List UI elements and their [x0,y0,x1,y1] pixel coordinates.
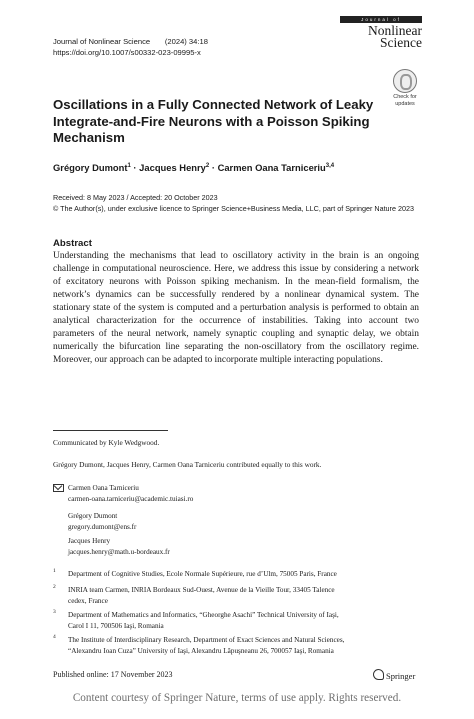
doi-link[interactable]: https://doi.org/10.1007/s00332-023-09995-x [53,48,201,57]
journal-header [53,36,208,58]
footnote-divider [53,430,168,431]
author-name[interactable]: Grégory Dumont [53,162,128,173]
author-separator: · [130,162,140,173]
logo-top-bar: Journal of [340,16,422,23]
affiliation-text [68,635,408,656]
equal-contribution: Grégory Dumont, Jacques Henry, Carmen Oana Tarniceriu contributed equally to this work. [53,460,322,469]
contact-email[interactable]: carmen-oana.tarniceriu@academic.tuiasi.ro [68,494,194,503]
check-for-updates-icon [393,69,417,93]
journal-volume: (2024) 34:18 [164,37,208,46]
author-affil-sup: 1 [127,162,131,169]
contact-entry [68,536,170,557]
check-updates-label1: Check for [393,94,417,100]
affiliation-line: “Alexandru Ioan Cuza” University of Iaşi, Alexandru Lăpuşneanu 26, 700057 Iaşi, Romania [68,646,334,655]
author-separator: · [209,162,218,173]
affiliation-text [68,569,408,580]
check-for-updates-badge[interactable] [388,69,422,107]
contact-email[interactable]: gregory.dumont@ens.fr [68,522,137,531]
author-name[interactable]: Jacques Henry [139,162,206,173]
copyright-line: © The Author(s), under exclusive licence to Springer Science+Business Media, LLC, part of Springer Nature 2023 [53,203,414,213]
published-online: Published online: 17 November 2023 [53,670,173,679]
affiliation-line: The Institute of Interdisciplinary Research, Department of Exact Sciences and Natural Sciences, [68,636,345,644]
affiliation-number: 2 [53,584,56,590]
journal-logo [340,16,422,49]
title-line: Mechanism [53,130,125,145]
contact-name: Carmen Oana Tarniceriu [68,484,139,492]
contact-block [53,483,413,563]
dates-block [53,193,414,214]
contact-entry [68,511,136,532]
affiliation-line: cedex, France [68,596,108,605]
received-accepted: Received: 8 May 2023 / Accepted: 20 October 2023 [53,193,218,202]
springer-logo [373,669,415,681]
affiliation-text [68,610,408,631]
check-updates-label2: updates [395,101,415,107]
communicated-by: Communicated by Kyle Wedgwood. [53,438,160,447]
affiliation-line: Carol I 11, 700506 Iaşi, Romania [68,621,164,630]
abstract-text: Understanding the mechanisms that lead to oscillatory activity in the brain is an ongoing challenge in computational neuroscience. Here, we address this issue by considering a network of excitatory neurons with Poisson spiking mechanism. In the mean-field formalism, the network’s dynamics can be successfully rendered by a nonlinear dynamical system. The stationary state of the system is computed and a perturbation analysis is performed to obtain an analytical characterization for the occurrence of instabilities. Taking into account two parameters of the neural network, namely synaptic coupling and synaptic delay, we obtain numerically the bifurcation line separating the non-oscillatory from the oscillatory regime. Moreover, our approach can be adapted to incorporate multiple interacting populations. [53,251,419,366]
title-line: Integrate-and-Fire Neurons with a Poisson Spiking [53,113,370,129]
author-name[interactable]: Carmen Oana Tarniceriu [217,162,326,173]
publisher-name: Springer [386,671,416,681]
journal-name: Journal of Nonlinear Science [53,37,151,46]
affiliation-line: Department of Cognitive Studies, Ecole Normale Supérieure, rue d’Ulm, 75005 Paris, France [68,570,337,578]
title-line: Oscillations in a Fully Connected Network of Leaky [53,97,374,112]
abstract-heading: Abstract [53,238,92,249]
affiliation-line: Department of Mathematics and Informatics, “Gheorghe Asachi” Technical University of Iaşi, [68,611,339,619]
logo-name-line2: Science [380,35,422,50]
author-affil-sup: 2 [205,162,210,169]
affiliation-number: 4 [53,634,56,640]
contact-name: Jacques Henry [68,537,111,545]
author-list [53,162,334,173]
paper-title [53,97,393,147]
envelope-icon [53,484,64,492]
affiliation-number: 3 [53,609,56,615]
courtesy-notice: Content courtesy of Springer Nature, terms of use apply. Rights reserved. [72,692,402,704]
affiliation-text [68,585,408,606]
affiliation-number: 1 [53,568,56,574]
springer-horse-icon [373,669,384,680]
logo-name [340,25,422,49]
logo-name-line1: Nonlinear [368,23,422,38]
contact-entry [68,483,193,504]
contact-name: Grégory Dumont [68,512,118,520]
affiliation-line: INRIA team Carmen, INRIA Bordeaux Sud-Ouest, Avenue de la Vieille Tour, 33405 Talence [68,586,335,594]
author-affil-sup: 3,4 [325,162,335,169]
contact-email[interactable]: jacques.henry@math.u-bordeaux.fr [68,547,170,556]
